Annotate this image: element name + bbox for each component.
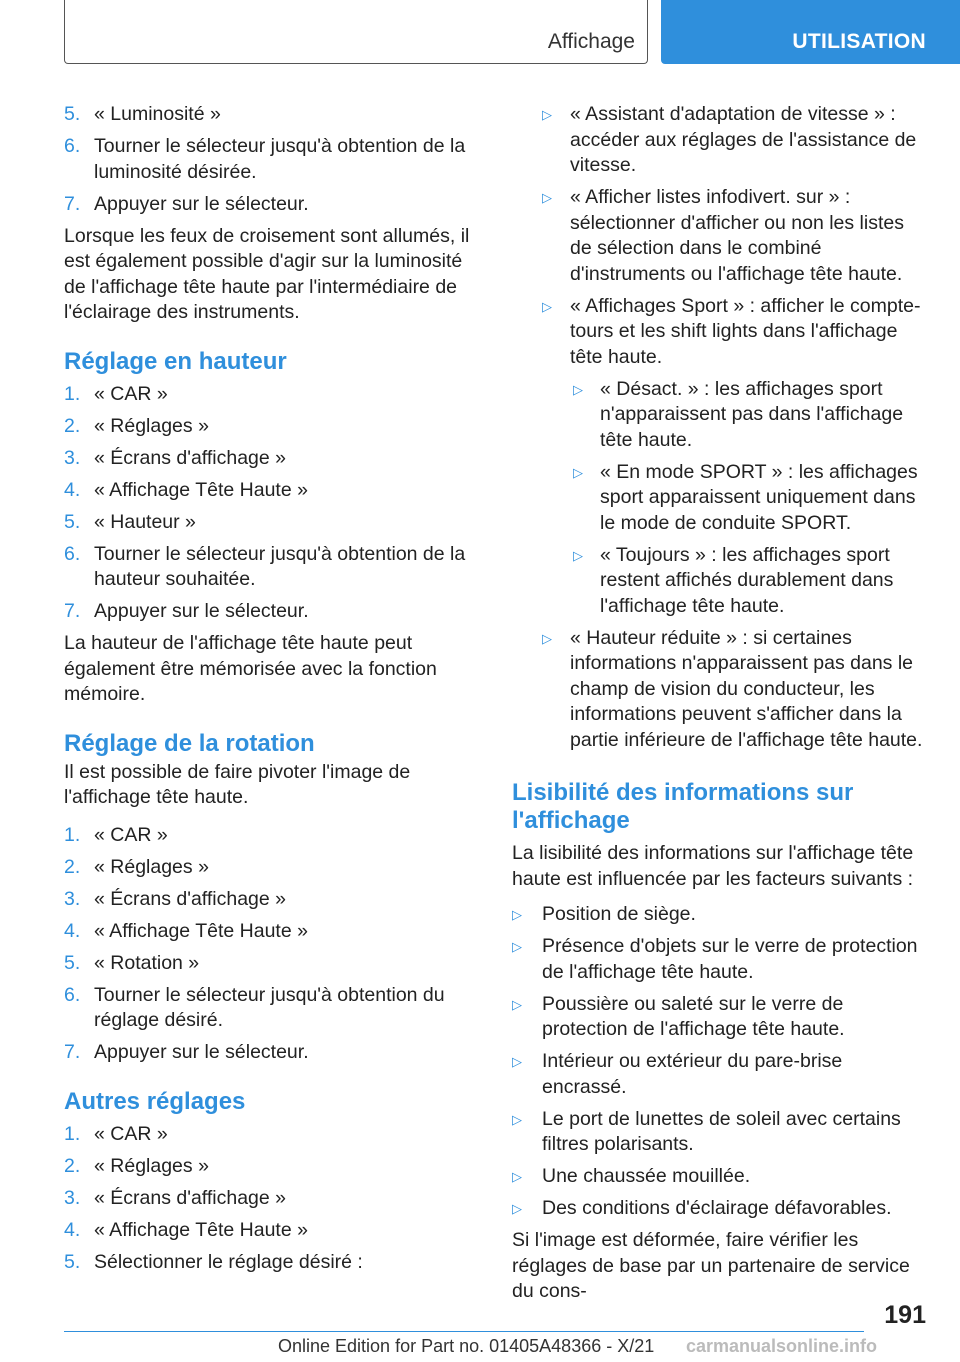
step-text: « Affichage Tête Haute » bbox=[94, 478, 308, 501]
right-column bbox=[512, 102, 928, 1311]
distortion-note: Si l'image est déformée, faire vérifier les réglages de base par un partenaire de service du cons- bbox=[512, 1229, 910, 1302]
step-item bbox=[64, 983, 476, 1034]
step-item bbox=[64, 855, 476, 881]
settings-options bbox=[512, 102, 928, 370]
step-text: « Hauteur » bbox=[94, 510, 196, 533]
height-steps bbox=[64, 382, 476, 625]
bullet-item bbox=[512, 992, 928, 1043]
step-text: « CAR » bbox=[94, 823, 168, 846]
bullet-text: Le port de lunettes de soleil avec certains filtres polarisants. bbox=[542, 1107, 901, 1155]
triangle-bullet-icon: ▷ bbox=[542, 630, 552, 646]
bullet-item bbox=[512, 543, 928, 620]
bullet-item bbox=[512, 294, 928, 371]
step-number: 5. bbox=[64, 103, 81, 125]
triangle-bullet-icon: ▷ bbox=[512, 939, 522, 954]
step-text: « CAR » bbox=[94, 1122, 168, 1145]
step-text: Appuyer sur le sélecteur. bbox=[94, 1041, 309, 1063]
sport-display-options bbox=[512, 377, 928, 620]
luminosity-note: Lorsque les feux de croisement sont allumés, il est également possible d'agir sur la luminosité de l'affichage tête haute par l'intermédiaire de l'éclairage des instruments. bbox=[64, 224, 470, 323]
triangle-bullet-icon: ▷ bbox=[512, 996, 522, 1012]
triangle-bullet-icon: ▷ bbox=[512, 1169, 522, 1184]
bullet-item bbox=[512, 626, 928, 754]
step-text: Tourner le sélecteur jusqu'à obtention du réglage désiré. bbox=[94, 983, 445, 1031]
height-note: La hauteur de l'affichage tête haute peut également être mémorisée avec la fonction mémoire. bbox=[64, 632, 437, 705]
bullet-item bbox=[512, 1107, 928, 1158]
step-text: Tourner le sélecteur jusqu'à obtention de la luminosité désirée. bbox=[94, 135, 466, 183]
bullet-item bbox=[512, 102, 928, 179]
step-number: 1. bbox=[64, 823, 81, 846]
step-number: 7. bbox=[64, 192, 81, 215]
chapter-tab bbox=[661, 0, 960, 64]
triangle-bullet-icon: ▷ bbox=[512, 907, 522, 922]
bullet-text: Présence d'objets sur le verre de protection de l'affichage tête haute. bbox=[542, 935, 918, 983]
step-text: « Réglages » bbox=[94, 1154, 209, 1177]
bullet-text: Des conditions d'éclairage défavorables. bbox=[542, 1197, 892, 1219]
triangle-bullet-icon: ▷ bbox=[542, 298, 552, 314]
step-number: 1. bbox=[64, 382, 81, 405]
step-number: 4. bbox=[64, 919, 81, 942]
step-item bbox=[64, 542, 476, 593]
step-text: « Écrans d'affichage » bbox=[94, 887, 286, 910]
step-text: « Réglages » bbox=[94, 414, 209, 437]
step-item bbox=[64, 887, 476, 913]
bullet-item bbox=[512, 185, 928, 287]
step-text: « CAR » bbox=[94, 382, 168, 405]
step-text: « Écrans d'affichage » bbox=[94, 1186, 286, 1209]
triangle-bullet-icon: ▷ bbox=[512, 1111, 522, 1127]
reduced-height-option bbox=[512, 626, 928, 754]
step-item bbox=[64, 446, 476, 472]
step-number: 2. bbox=[64, 414, 81, 437]
bullet-text: Position de siège. bbox=[542, 903, 696, 925]
step-item bbox=[64, 1250, 476, 1276]
step-number: 3. bbox=[64, 1186, 81, 1209]
step-item bbox=[64, 919, 476, 945]
bullet-text: « Afficher listes infodivert. sur » : sélectionner d'afficher ou non les listes de sélection dans le combiné d'instruments ou l'affichage tête haute. bbox=[570, 186, 904, 285]
bullet-text: « Assistant d'adaptation de vitesse » : accéder aux réglages de l'assistance de vitesse. bbox=[570, 103, 917, 176]
step-number: 6. bbox=[64, 135, 81, 157]
step-text: « Luminosité » bbox=[94, 103, 221, 125]
bullet-item bbox=[512, 377, 928, 454]
bullet-text: Poussière ou saleté sur le verre de protection de l'affichage tête haute. bbox=[542, 992, 845, 1040]
other-settings-steps bbox=[64, 1122, 476, 1276]
triangle-bullet-icon: ▷ bbox=[573, 381, 583, 397]
bullet-text: « Désact. » : les affichages sport n'apparaissent pas dans l'affichage tête haute. bbox=[600, 377, 904, 451]
step-number: 5. bbox=[64, 951, 81, 974]
step-text: « Affichage Tête Haute » bbox=[94, 919, 308, 942]
step-item bbox=[64, 951, 476, 977]
legibility-intro: La lisibilité des informations sur l'affichage tête haute est influencée par les facteurs suivants : bbox=[512, 842, 914, 890]
footer-rule bbox=[64, 1331, 864, 1332]
step-text: Tourner le sélecteur jusqu'à obtention de la hauteur souhaitée. bbox=[94, 542, 466, 590]
step-number: 7. bbox=[64, 1041, 81, 1063]
step-number: 5. bbox=[64, 510, 81, 533]
step-item bbox=[64, 1154, 476, 1180]
rotation-steps bbox=[64, 823, 476, 1066]
step-item bbox=[64, 382, 476, 408]
step-text: « Rotation » bbox=[94, 951, 200, 974]
step-number: 6. bbox=[64, 983, 81, 1006]
bullet-item bbox=[512, 460, 928, 537]
bullet-item bbox=[512, 902, 928, 928]
heading-other-settings: Autres réglages bbox=[64, 1087, 246, 1115]
left-column bbox=[64, 102, 476, 1282]
step-item bbox=[64, 1122, 476, 1148]
step-text: « Réglages » bbox=[94, 855, 209, 878]
step-number: 3. bbox=[64, 887, 81, 910]
step-number: 4. bbox=[64, 1218, 81, 1241]
step-text: « Écrans d'affichage » bbox=[94, 446, 286, 469]
heading-height: Réglage en hauteur bbox=[64, 347, 287, 375]
step-text: Appuyer sur le sélecteur. bbox=[94, 600, 309, 622]
step-item bbox=[64, 1186, 476, 1212]
luminosity-steps bbox=[64, 102, 476, 217]
bullet-text: Intérieur ou extérieur du pare-brise encrassé. bbox=[542, 1050, 843, 1098]
step-item bbox=[64, 478, 476, 504]
step-number: 4. bbox=[64, 478, 81, 501]
step-number: 6. bbox=[64, 542, 81, 565]
rotation-intro: Il est possible de faire pivoter l'image de l'affichage tête haute. bbox=[64, 760, 411, 808]
step-item bbox=[64, 1218, 476, 1244]
bullet-text: « En mode SPORT » : les affichages sport apparaissent uniquement dans le mode de conduite SPORT. bbox=[600, 460, 918, 534]
step-text: Sélectionner le réglage désiré : bbox=[94, 1250, 363, 1273]
page-number: 191 bbox=[884, 1301, 926, 1329]
bullet-item bbox=[512, 1049, 928, 1100]
step-item bbox=[64, 414, 476, 440]
bullet-text: « Toujours » : les affichages sport restent affichés durablement dans l'affichage tête haute. bbox=[600, 543, 894, 617]
triangle-bullet-icon: ▷ bbox=[542, 190, 552, 205]
step-item bbox=[64, 102, 476, 128]
step-number: 5. bbox=[64, 1250, 81, 1273]
bullet-text: « Affichages Sport » : afficher le compte-tours et les shift lights dans l'affichage tête haute. bbox=[570, 294, 921, 368]
step-item bbox=[64, 823, 476, 849]
step-item bbox=[64, 510, 476, 536]
heading-rotation: Réglage de la rotation bbox=[64, 729, 315, 757]
bullet-text: Une chaussée mouillée. bbox=[542, 1165, 751, 1187]
step-number: 2. bbox=[64, 1154, 81, 1177]
edition-info: Online Edition for Part no. 01405A48366 - X/21 bbox=[278, 1336, 655, 1356]
step-item bbox=[64, 134, 476, 185]
step-number: 2. bbox=[64, 855, 81, 878]
step-number: 1. bbox=[64, 1122, 81, 1145]
heading-legibility: Lisibilité des informations sur l'affichage bbox=[512, 779, 854, 834]
section-title: Affichage bbox=[547, 30, 635, 53]
step-item bbox=[64, 1040, 476, 1066]
chapter-title: UTILISATION bbox=[792, 30, 926, 53]
bullet-item bbox=[512, 934, 928, 985]
triangle-bullet-icon: ▷ bbox=[512, 1201, 522, 1216]
step-number: 7. bbox=[64, 600, 81, 622]
triangle-bullet-icon: ▷ bbox=[573, 547, 583, 563]
triangle-bullet-icon: ▷ bbox=[542, 107, 552, 122]
bullet-text: « Hauteur réduite » : si certaines informations n'apparaissent pas dans le champ de vision du conducteur, les informations peuvent s'afficher dans la partie inférieure de l'affichage tête haute. bbox=[570, 626, 923, 751]
triangle-bullet-icon: ▷ bbox=[512, 1054, 522, 1069]
watermark: carmanualsonline.info bbox=[686, 1336, 878, 1356]
bullet-item bbox=[512, 1164, 928, 1190]
step-item bbox=[64, 599, 476, 625]
legibility-factors bbox=[512, 902, 928, 1222]
step-text: Appuyer sur le sélecteur. bbox=[94, 192, 309, 215]
step-item bbox=[64, 192, 476, 218]
step-text: « Affichage Tête Haute » bbox=[94, 1218, 308, 1241]
bullet-item bbox=[512, 1196, 928, 1222]
step-number: 3. bbox=[64, 446, 81, 469]
triangle-bullet-icon: ▷ bbox=[573, 464, 583, 480]
